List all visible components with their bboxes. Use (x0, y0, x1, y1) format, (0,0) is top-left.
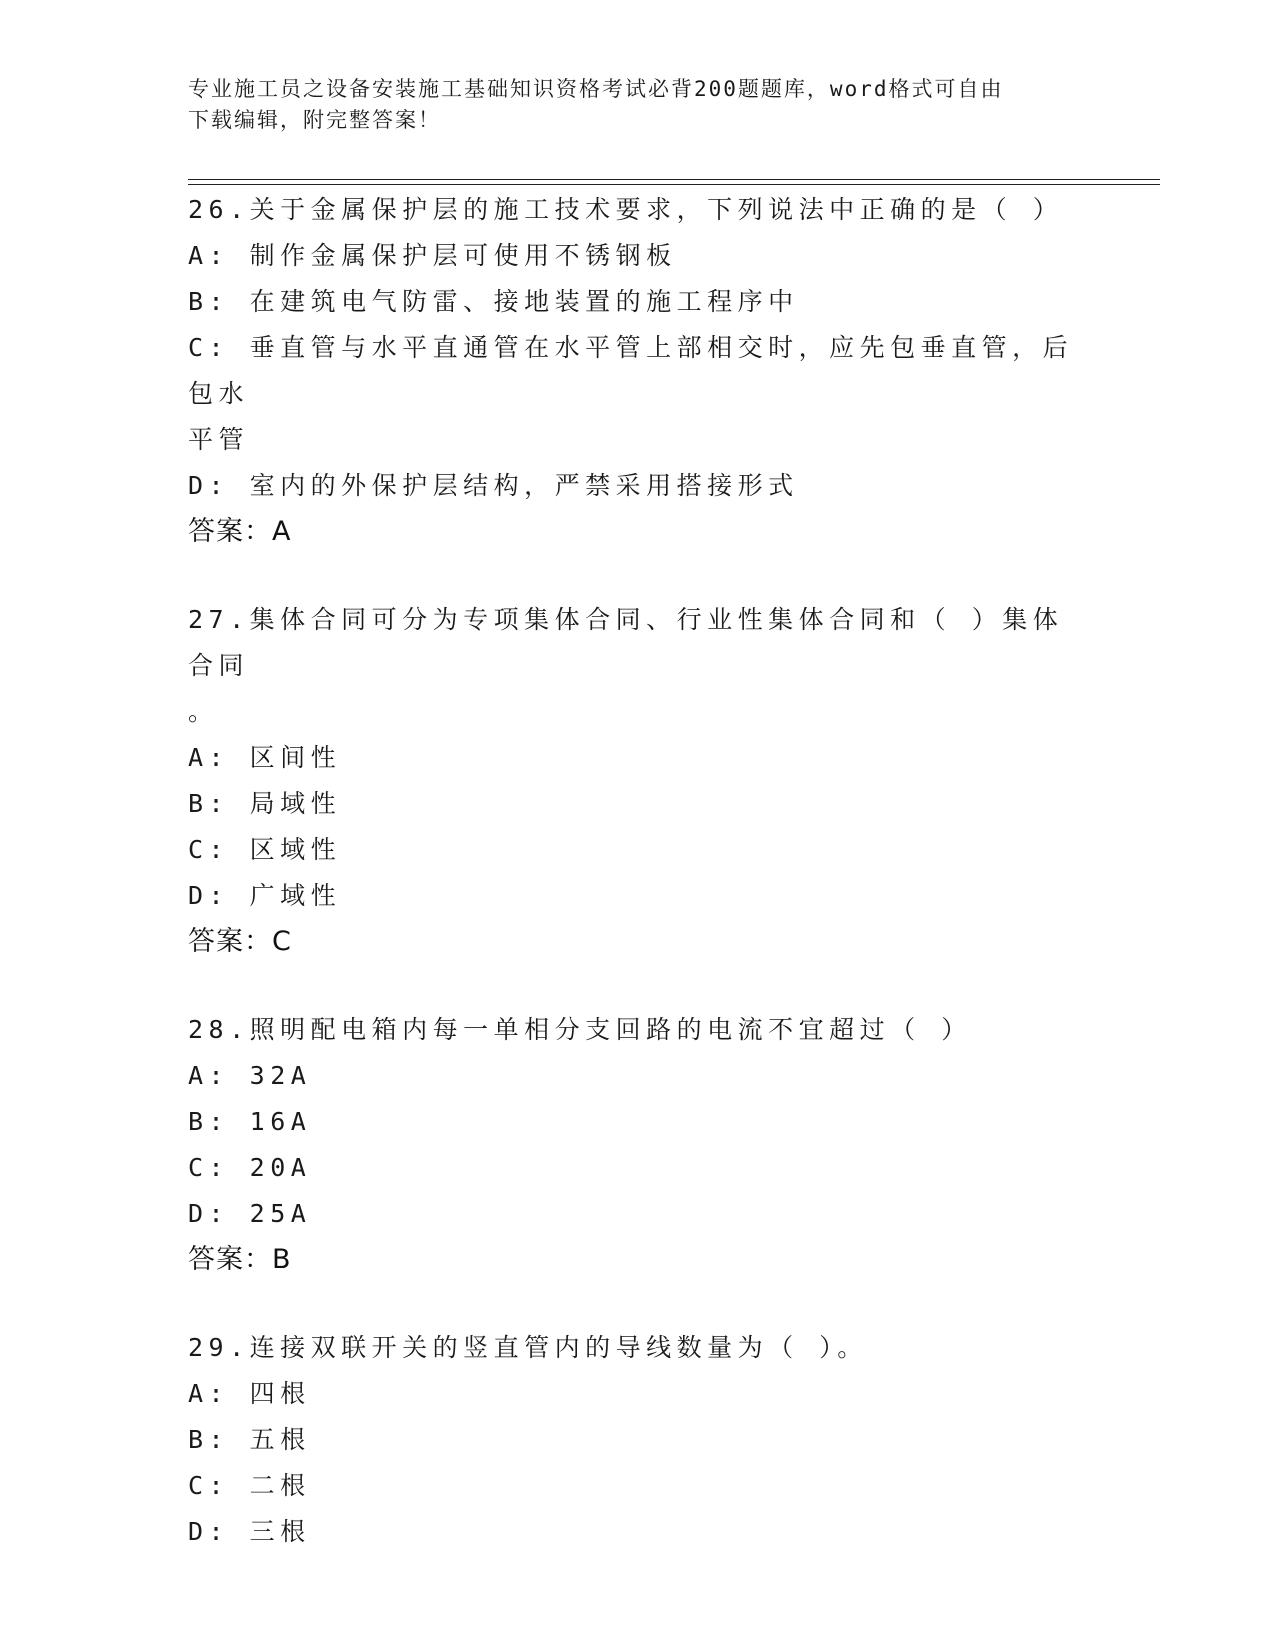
question-stem: 29.连接双联开关的竖直管内的导线数量为（ ）。 (188, 1333, 868, 1362)
option-d: D: 广域性 (188, 881, 342, 910)
answer-line: 答案：A (188, 516, 292, 547)
option-c: C: 20A (188, 1153, 312, 1182)
answer-line: 答案：B (188, 1244, 292, 1275)
question-28 (188, 1007, 1088, 1283)
question-26 (188, 187, 1088, 555)
option-b: B: 16A (188, 1107, 312, 1136)
question-stem: 28.照明配电箱内每一单相分支回路的电流不宜超过（ ） (188, 1015, 972, 1044)
header-line-1: 专业施工员之设备安装施工基础知识资格考试必背200题题库，word格式可自由 (188, 77, 1004, 101)
option-b: B: 局域性 (188, 789, 342, 818)
document-header (188, 74, 1088, 136)
option-d: D: 25A (188, 1199, 312, 1228)
header-line-2: 下载编辑，附完整答案！ (188, 108, 441, 132)
question-stem: 26.关于金属保护层的施工技术要求，下列说法中正确的是（ ） (188, 195, 1064, 224)
option-d: D: 三根 (188, 1517, 311, 1546)
question-stem: 27.集体合同可分为专项集体合同、行业性集体合同和（ ）集体合同 (188, 605, 1064, 680)
option-c: C: 二根 (188, 1471, 311, 1500)
header-divider-bottom (188, 184, 1160, 185)
option-c-continued: 平管 (188, 425, 250, 454)
option-c: C: 区域性 (188, 835, 342, 864)
answer-line: 答案：C (188, 926, 292, 957)
question-27 (188, 597, 1088, 965)
question-29 (188, 1325, 1088, 1555)
question-list (188, 187, 1088, 1597)
option-a: A: 四根 (188, 1379, 311, 1408)
header-divider-top (188, 179, 1160, 180)
option-a: A: 区间性 (188, 743, 342, 772)
option-d: D: 室内的外保护层结构，严禁采用搭接形式 (188, 471, 799, 500)
option-a: A: 制作金属保护层可使用不锈钢板 (188, 241, 677, 270)
option-a: A: 32A (188, 1061, 312, 1090)
option-b: B: 在建筑电气防雷、接地装置的施工程序中 (188, 287, 799, 316)
question-stem-continued: 。 (188, 697, 219, 726)
option-b: B: 五根 (188, 1425, 311, 1454)
option-c: C: 垂直管与水平直通管在水平管上部相交时，应先包垂直管，后包水 (188, 333, 1074, 408)
